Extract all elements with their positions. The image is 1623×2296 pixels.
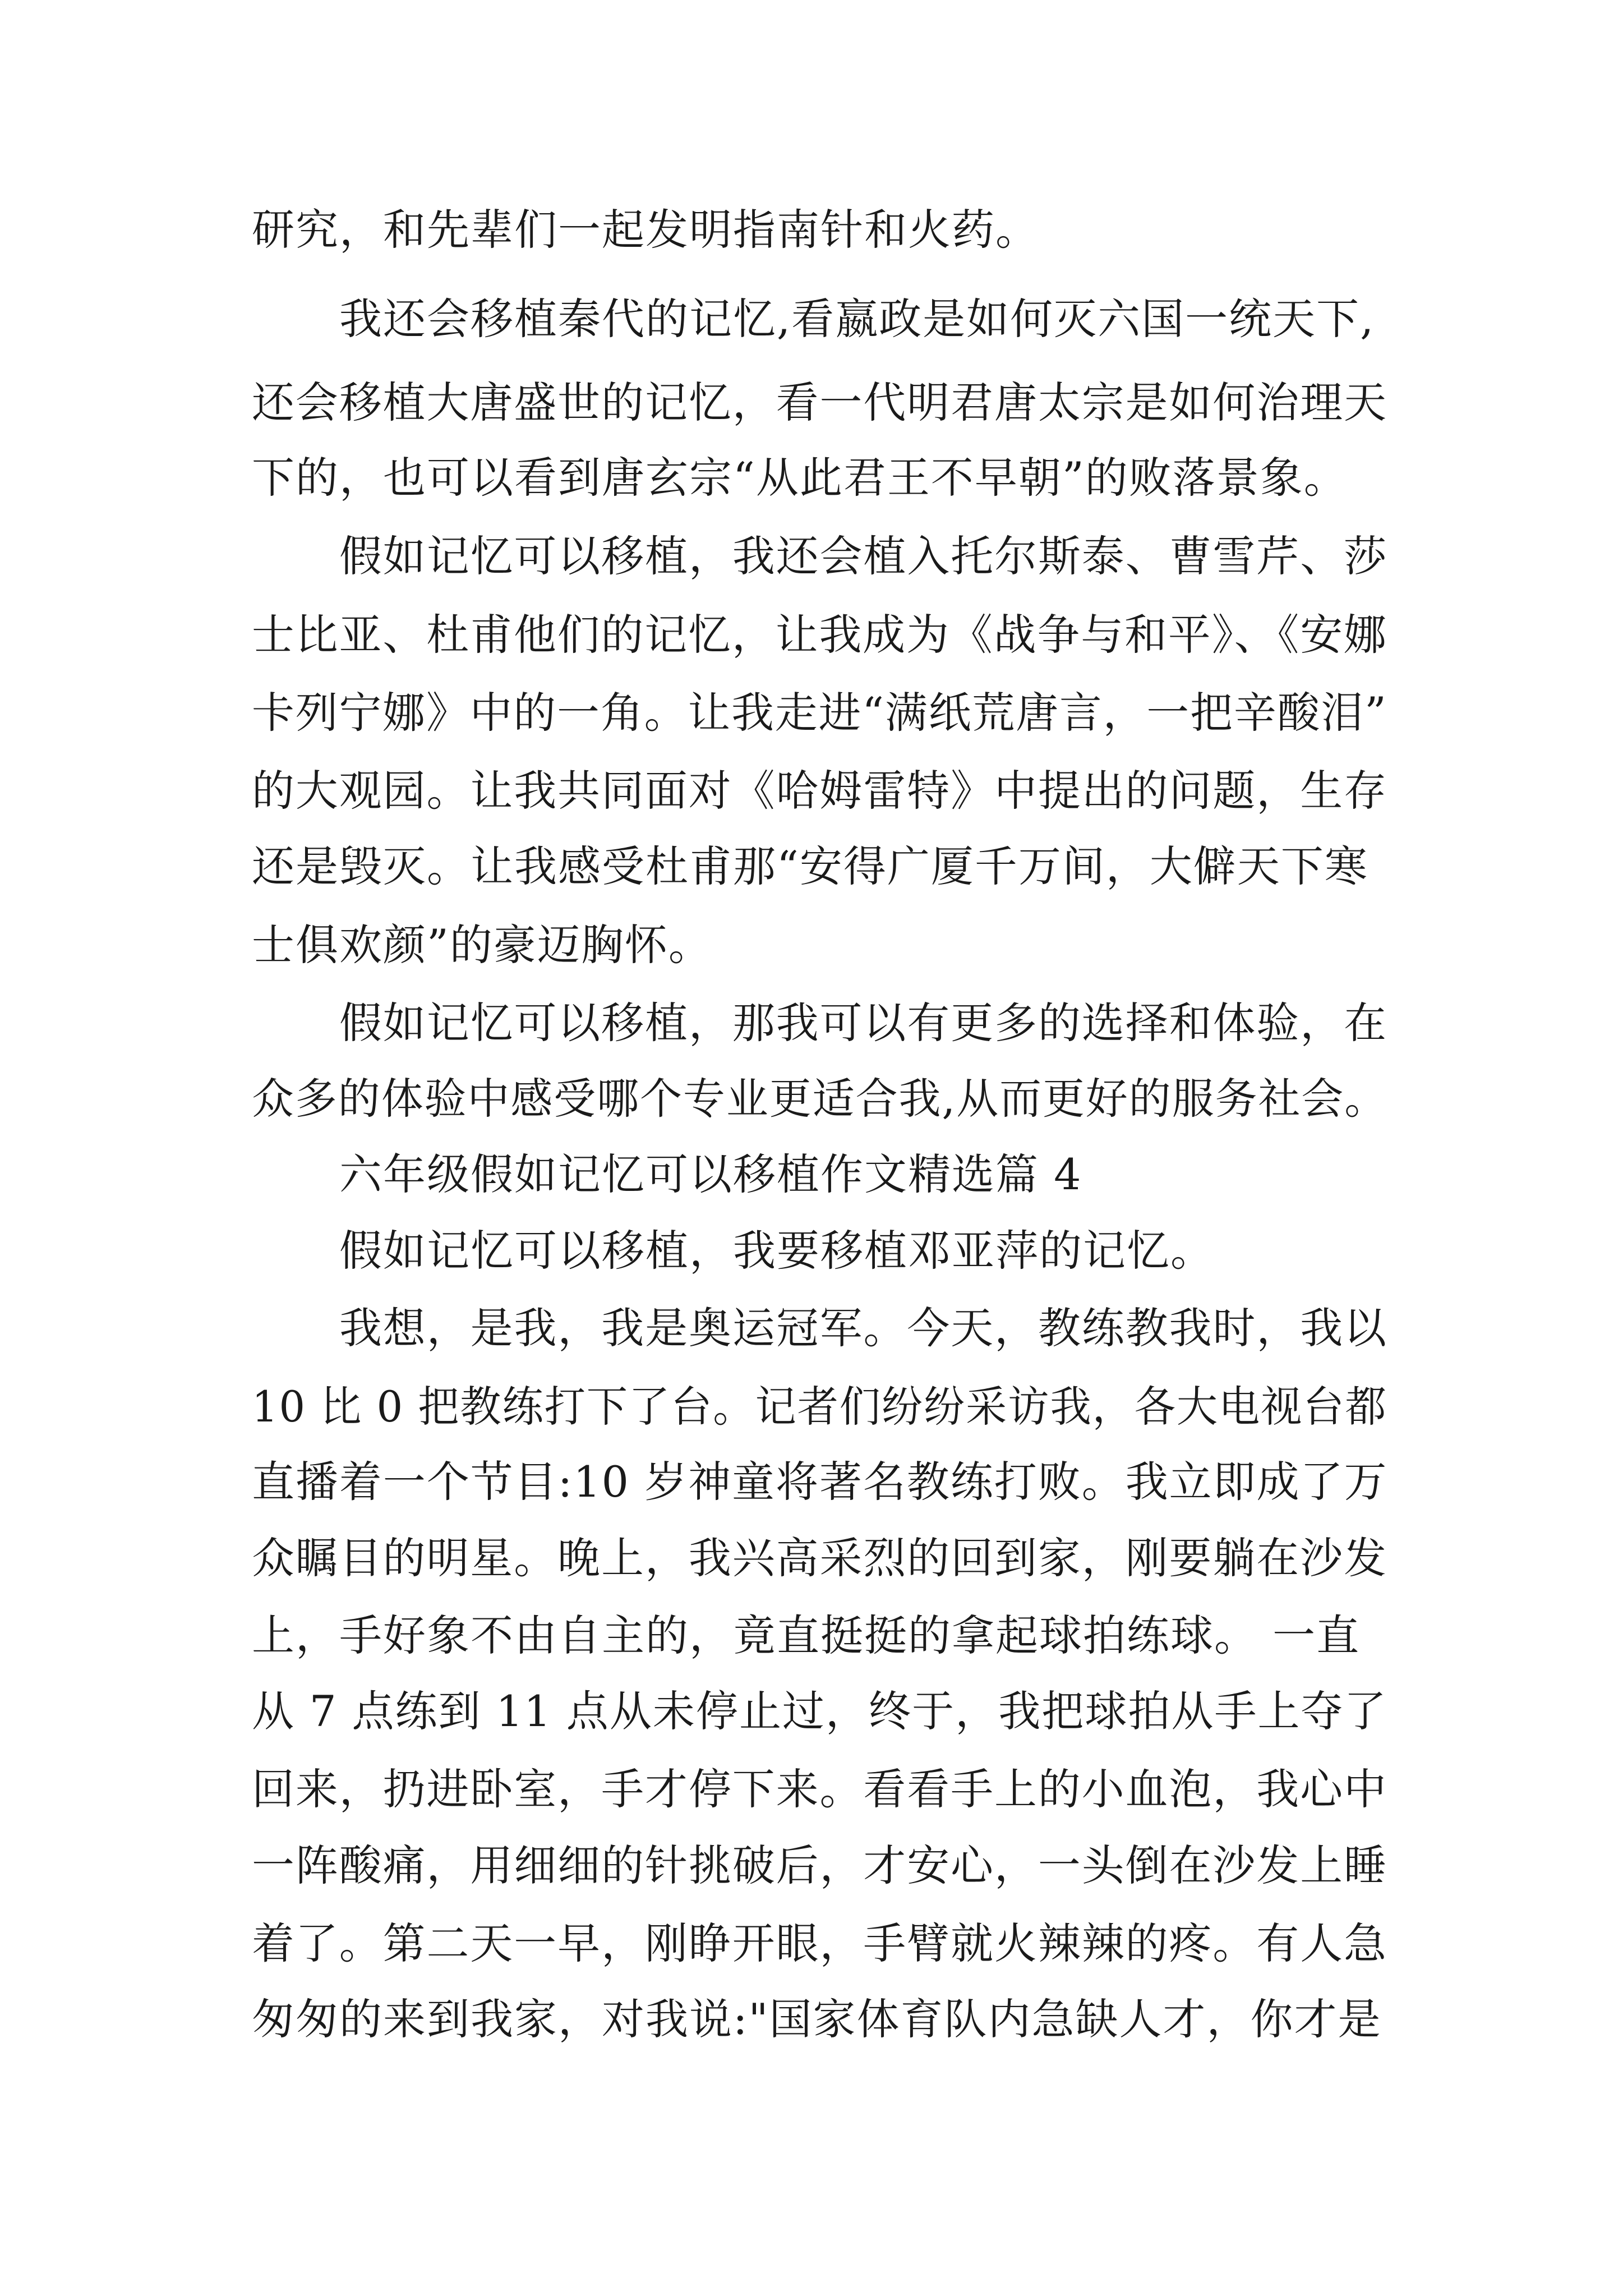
text-line: 还是毁灭。让我感受杜甫那“安得广厦千万间，大僻天下寒: [252, 841, 1368, 891]
text-line: 士比亚、杜甫他们的记忆，让我成为《战争与和平》、《安娜: [252, 610, 1387, 660]
text-line: 我想，是我，我是奥运冠军。今天，教练教我时，我以: [339, 1303, 1388, 1353]
text-line: 士俱欢颜”的豪迈胸怀。: [252, 920, 712, 970]
text-line: 一阵酸痛，用细细的针挑破后，才安心，一头倒在沙发上睡: [252, 1841, 1387, 1890]
text-line: 研究，和先辈们一起发明指南针和火药。: [252, 205, 1039, 255]
text-line: 众瞩目的明星。晚上，我兴高采烈的回到家，刚要躺在沙发: [252, 1533, 1387, 1583]
text-line: 上，手好象不由自主的，竟直挺挺的拿起球拍练球。 一直: [252, 1611, 1361, 1660]
text-line: 我还会移植秦代的记忆,看嬴政是如何灭六国一统天下,: [339, 294, 1375, 344]
text-line: 众多的体验中感受哪个专业更适合我,从而更好的服务社会。: [252, 1074, 1388, 1124]
text-line: 着了。第二天一早，刚睁开眼，手臂就火辣辣的疼。有人急: [252, 1918, 1387, 1968]
section-heading: 六年级假如记忆可以移植作文精选篇 4: [339, 1149, 1082, 1199]
text-line: 卡列宁娜》中的一角。让我走进“满纸荒唐言，一把辛酸泪”: [252, 688, 1387, 738]
text-line: 下的，也可以看到唐玄宗“从此君王不早朝”的败落景象。: [252, 453, 1348, 503]
text-line: 10 比 0 把教练打下了台。记者们纷纷采访我，各大电视台都: [252, 1382, 1387, 1432]
text-line: 假如记忆可以移植，我要移植邓亚萍的记忆。: [339, 1226, 1214, 1276]
text-line: 假如记忆可以移植，那我可以有更多的选择和体验，在: [339, 998, 1388, 1048]
text-line: 匆匆的来到我家，对我说:"国家体育队内急缺人才，你才是: [252, 1994, 1382, 2044]
text-line: 回来，扔进卧室，手才停下来。看看手上的小血泡，我心中: [252, 1764, 1387, 1814]
text-line: 还会移植大唐盛世的记忆，看一代明君唐太宗是如何治理天: [252, 378, 1387, 427]
text-line: 假如记忆可以移植，我还会植入托尔斯泰、曹雪芹、莎: [339, 531, 1388, 581]
text-line: 的大观园。让我共同面对《哈姆雷特》中提出的问题，生存: [252, 766, 1387, 816]
text-line: 直播着一个节目:10 岁神童将著名教练打败。我立即成了万: [252, 1457, 1388, 1507]
text-line: 从 7 点练到 11 点从未停止过，终于，我把球拍从手上夺了: [252, 1686, 1387, 1736]
